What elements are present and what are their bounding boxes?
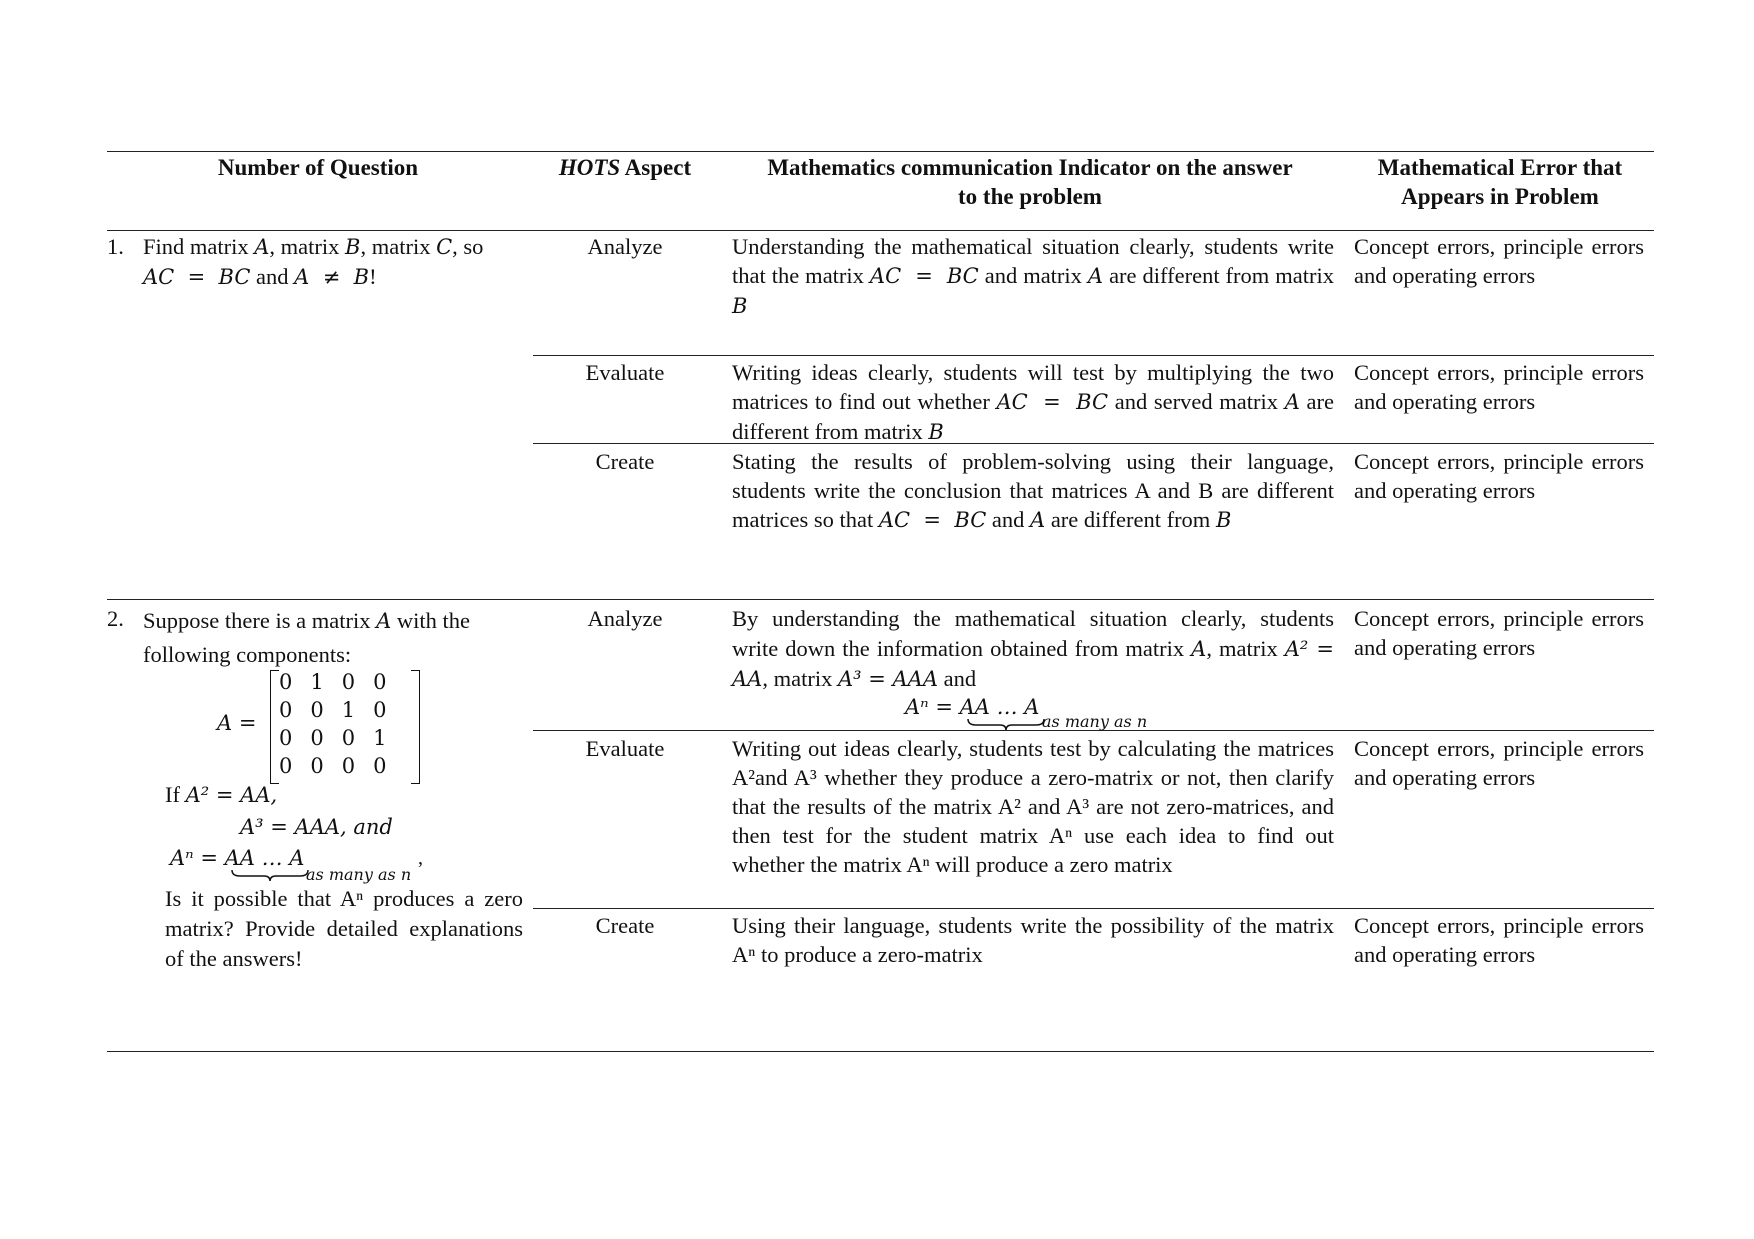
- q2-number: 2.: [107, 606, 124, 631]
- q1-and: and: [250, 264, 295, 289]
- q1-matrix-c: C: [436, 235, 453, 259]
- header-indicator-line1: Mathematics communication Indicator on the answer: [767, 155, 1293, 180]
- q2r0-t4: and: [937, 666, 977, 691]
- q2-matrix-label: A =: [217, 711, 257, 735]
- q1r0-p3: are different from matrix: [1103, 263, 1334, 288]
- q2r0-text: By understanding the mathematical situation clearly, students write down the information obtained from matrix: [732, 606, 1334, 661]
- q1r0-m3: B: [732, 294, 748, 318]
- matrix-cell: 0: [310, 754, 324, 778]
- q2-an-under: as many as n: [306, 865, 412, 884]
- matrix-cell: 0: [279, 698, 293, 722]
- header-indicator-line2: to the problem: [958, 184, 1102, 209]
- matrix-cell: 1: [373, 726, 387, 750]
- q1r1-p3: are different from matrix: [732, 389, 1334, 444]
- matrix-cell: 0: [373, 670, 387, 694]
- q1-matrix-a: A: [254, 235, 270, 259]
- header-error-line2: Appears in Problem: [1401, 184, 1599, 209]
- matrix-cell: 0: [279, 754, 293, 778]
- q1r2-m1: AC = BC: [878, 508, 987, 532]
- header-hots-emphasis: HOTS: [558, 155, 621, 180]
- q1-error-analyze: Concept errors, principle errors and operating errors: [1354, 234, 1644, 288]
- matrix-right-bracket: [411, 670, 420, 784]
- q2-aspect-analyze: Analyze: [587, 606, 663, 631]
- q1-indicator-analyze: [732, 232, 1334, 321]
- q2-line1: Suppose there is a matrix: [143, 608, 377, 633]
- header-number-of-question: Number of Question: [217, 155, 419, 180]
- q2-if-m: A² = AA,: [185, 783, 278, 807]
- q1r1-m3: B: [928, 420, 944, 444]
- q2r0-t2: , matrix: [1206, 636, 1285, 661]
- matrix-row: [270, 724, 396, 752]
- q1r1-m2: A: [1284, 390, 1300, 414]
- q1-eq1: AC = BC: [143, 265, 251, 289]
- q2-indicator-evaluate: Writing out ideas clearly, students test by calculating the matrices A²and A³ whether they produce a zero-matrix or not, then clarify that the results of the matrix A² and A³ are not zero-matrices, and then test for the student matrix Aⁿ use each idea to find out whether the matrix Aⁿ will produce a zero matrix: [732, 736, 1334, 877]
- q1r1-p1: Writing ideas clearly, students will test by multiplying the two matrices to find out whether: [732, 360, 1334, 414]
- q1r0-p2: and matrix: [978, 263, 1088, 288]
- q1r1-p2: and served matrix: [1108, 389, 1285, 414]
- header-error: [1350, 153, 1650, 211]
- q2-an-lhs: Aⁿ =: [170, 846, 225, 870]
- header-hots-aspect: [540, 153, 710, 182]
- q1r0-p1: Understanding the mathematical situation clearly, students write that the matrix: [732, 234, 1334, 288]
- q1-indicator-evaluate: [732, 358, 1334, 447]
- q1r2-p2: and: [986, 507, 1031, 532]
- q2-line2: following components:: [143, 642, 352, 667]
- q2-a3-line: A³ = AAA, and: [240, 815, 393, 839]
- q1-question: [143, 232, 523, 292]
- q2-top-rule: [107, 599, 1654, 600]
- q2-line1-m: A: [376, 609, 392, 633]
- q1-error-create: Concept errors, principle errors and operating errors: [1354, 449, 1644, 503]
- matrix-cell: 0: [310, 726, 324, 750]
- q2r0-an-lhs: Aⁿ =: [905, 695, 960, 719]
- q1-eq2: A ≠ B: [294, 265, 370, 289]
- q2-aspect-evaluate: Evaluate: [585, 736, 665, 761]
- q2-indicator-analyze: [732, 604, 1334, 694]
- header-indicator: [720, 153, 1340, 211]
- matrix-cell: 1: [310, 670, 324, 694]
- q2r0-m3: A³ = AAA: [837, 667, 938, 691]
- q1-error-evaluate: Concept errors, principle errors and operating errors: [1354, 360, 1644, 414]
- matrix-row: [270, 752, 396, 780]
- table-bottom-rule: [107, 1051, 1654, 1052]
- q1-text-d: , so: [452, 234, 484, 259]
- q1r2-m2: A: [1030, 508, 1046, 532]
- q1-end: !: [369, 264, 377, 289]
- matrix-cell: 0: [341, 726, 356, 750]
- q1r2-p3: are different from: [1045, 507, 1216, 532]
- matrix-cell: 0: [341, 670, 356, 694]
- q2-question: Is it possible that Aⁿ produces a zero matrix? Provide detailed explanations of the answers!: [165, 886, 523, 971]
- q2-matrix: [270, 668, 396, 780]
- q1-text-a: Find matrix: [143, 234, 255, 259]
- matrix-cell: 0: [373, 698, 387, 722]
- q2-intro: [143, 604, 523, 671]
- q1r2-m3: B: [1215, 508, 1232, 532]
- matrix-cell: 0: [279, 670, 293, 694]
- matrix-row: [270, 696, 396, 724]
- q2-line1-end: with the: [391, 608, 470, 633]
- q1-number: 1.: [107, 234, 124, 259]
- q1r2-p1: Stating the results of problem-solving using their language, students write the conclusion that matrices A and B are different matrices so that: [732, 449, 1334, 532]
- matrix-cell: 1: [341, 698, 356, 722]
- q2-if-text: If: [165, 782, 186, 807]
- q1r0-m1: AC = BC: [869, 264, 979, 288]
- q2-error-analyze: Concept errors, principle errors and operating errors: [1354, 606, 1644, 660]
- q1-aspect-evaluate: Evaluate: [585, 360, 665, 385]
- q2-an-comma: ,: [418, 847, 423, 869]
- q1-aspect-create: Create: [595, 449, 655, 474]
- q1-text-b: , matrix: [269, 234, 346, 259]
- matrix-cell: 0: [279, 726, 293, 750]
- q1-row1-rule: [533, 355, 1654, 356]
- q2-underbrace: [230, 868, 310, 882]
- q1-text-c: , matrix: [360, 234, 437, 259]
- header-hots-rest: Aspect: [620, 155, 692, 180]
- matrix-row: [270, 668, 396, 696]
- matrix-cell: 0: [341, 754, 356, 778]
- q1r1-m1: AC = BC: [996, 390, 1109, 414]
- q2r0-t3: , matrix: [762, 666, 838, 691]
- q2-an-rhs: AA … A: [224, 846, 305, 870]
- header-bottom-rule: [107, 230, 1654, 231]
- q2-if-line: [165, 780, 277, 810]
- matrix-cell: 0: [373, 754, 387, 778]
- q2r0-an-under: as many as n: [1042, 712, 1148, 731]
- q2-error-create: Concept errors, principle errors and operating errors: [1354, 913, 1644, 967]
- q2-indicator-create: Using their language, students write the possibility of the matrix Aⁿ to produce a zero-matrix: [732, 913, 1334, 967]
- q2r0-underbrace: [966, 717, 1046, 731]
- q1-matrix-b: B: [345, 235, 361, 259]
- q2r0-an-rhs: AA … A: [959, 695, 1040, 719]
- q2-error-evaluate: Concept errors, principle errors and operating errors: [1354, 736, 1644, 790]
- header-error-line1: Mathematical Error that: [1377, 155, 1623, 180]
- matrix-cell: 0: [310, 698, 324, 722]
- table-top-rule: [107, 151, 1654, 152]
- q2-row2-rule: [533, 908, 1654, 909]
- q2-aspect-create: Create: [595, 913, 655, 938]
- q2r0-m1: A: [1191, 637, 1207, 661]
- q1r0-m2: A: [1087, 264, 1104, 288]
- q1-indicator-create: [732, 447, 1334, 535]
- q1-aspect-analyze: Analyze: [587, 234, 663, 259]
- q2r0-m2: A² = AA: [732, 637, 1335, 691]
